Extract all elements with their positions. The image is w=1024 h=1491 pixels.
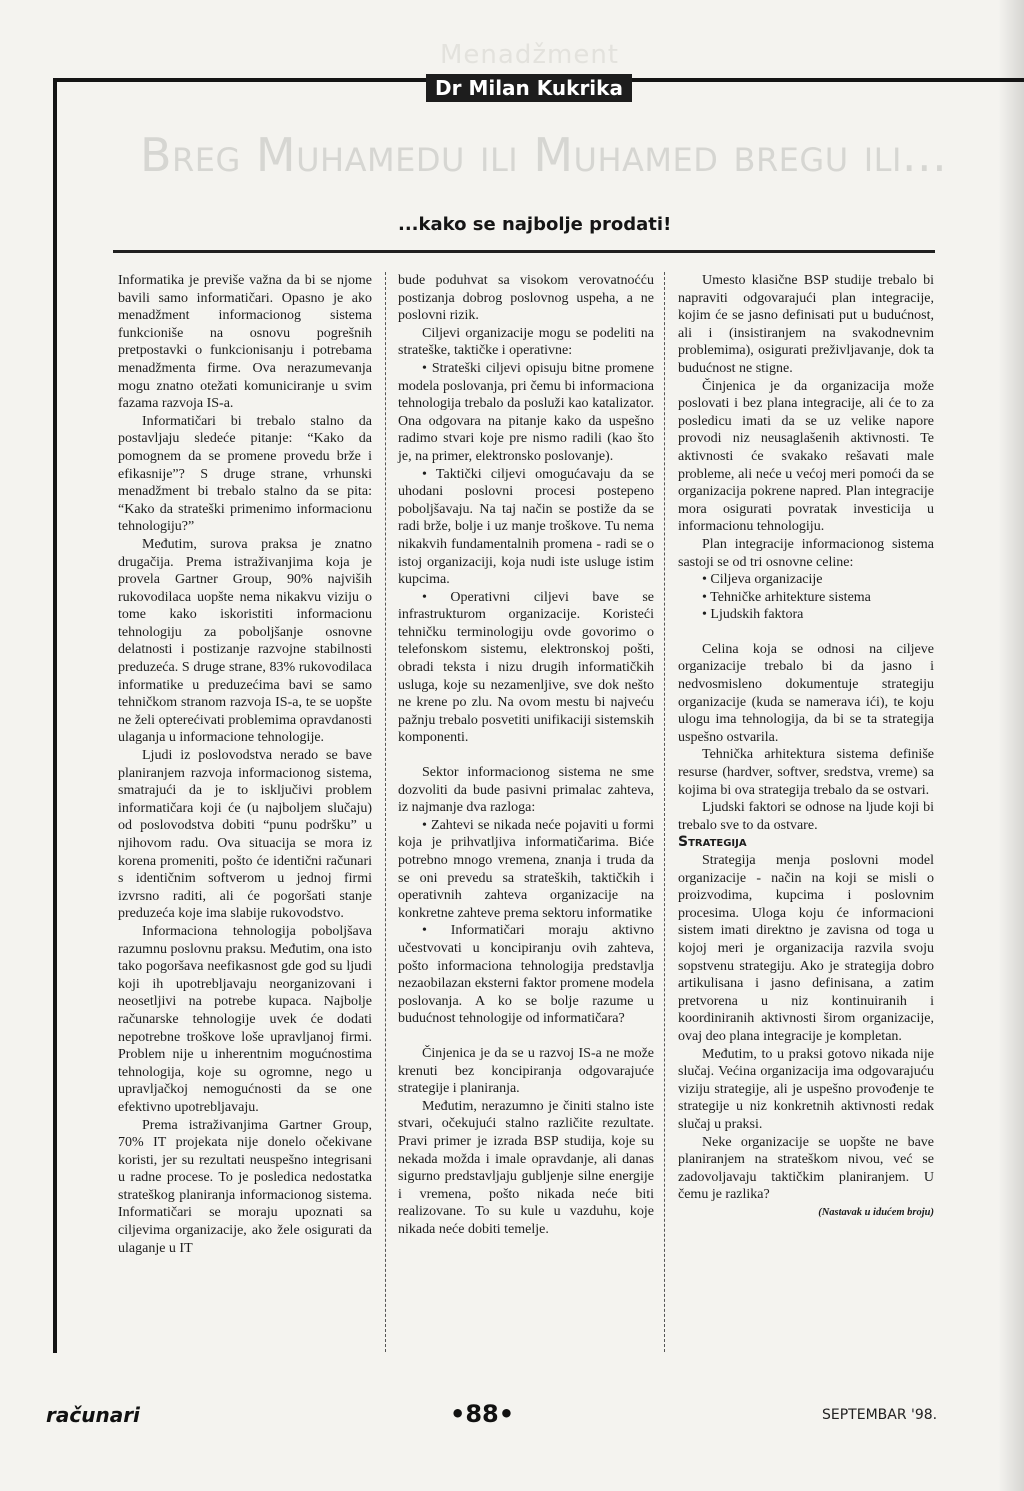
text-column-3 (678, 272, 934, 1221)
paragraph: Tehnička arhitektura sistema definiše resurse (hardver, softver, sredstva, vreme) sa kojima bi ova strategija trebalo da se ostvari. (678, 747, 934, 798)
paragraph: Neke organizacije se uopšte ne bave planiranjem na strateškom nivou, već se zadovoljavaju taktičkim planiranjem. U čemu je razlika? (678, 1134, 934, 1203)
paragraph: Ljudi iz poslovodstva nerado se bave planiranjem razvoja informacionog sistema, smatrajući da je to isključivi problem informatičara koji će (u najboljem slučaju) od poslovodstva dobiti “punu podršku” u njihovom radu. Ova situacija se mora iz korena promeniti, pošto će identični računari s identičnim softverom u jednoj firmi izvrsno raditi, ali će pogoršati stanje preduzeća koje ima slabije rukovodstvo. (118, 748, 372, 922)
paragraph: Informatičari bi trebalo stalno da postavljaju sledeće pitanje: “Kako da pomognem da se promene provedu brže i efikasnije”? S druge strane, vrhunski menadžment bi trebalo stalno da se pita: “Kako da strateški primenimo informacionu tehnologiju?” (118, 413, 372, 535)
issue-date: SEPTEMBAR '98. (822, 1407, 938, 1423)
paragraph: Međutim, to u praksi gotovo nikada nije slučaj. Većina organizacija ima odgovarajuću viziju strategije, ali je uspešno provođenje te strategije u niz konkretnih aktivnosti redak slučaj u praksi. (678, 1046, 934, 1132)
section-watermark: Menadžment (440, 40, 619, 70)
bullet-item: • Strateški ciljevi opisuju bitne promene modela poslovanja, pri čemu bi informaciona tehnologija trebalo da posluži kao katalizator. Ona odgovara na pitanje kako da uspešno radimo stvari koje pre nismo radili (kao što je, na primer, elektronsko poslovanje). (398, 360, 654, 464)
bullet-item: • Ljudskih faktora (702, 607, 804, 623)
bullet-item: • Taktički ciljevi omogućavaju da se uhodani poslovni procesi postepeno poboljšavaju. Na taj način se postiže da se radi brže, bolje i uz manje troškove. Tu nema nikakvih fundamentalnih promena - radi se o istoj organizaciji, koja nudi iste usluge istim kupcima. (398, 466, 654, 588)
continued-note: (Nastavak u idućem broju) (818, 1206, 934, 1218)
paragraph: Međutim, surova praksa je znatno drugačija. Prema istraživanjima koja je provela Gartner Group, 90% najviših rukovodilaca uopšte nema nikakvu viziju o tome kako iskoristiti informacionu tehnologiju za poboljšanje osnovne delatnosti i postizanje razvojne stabilnosti preduzeća. S druge strane, 83% rukovodilaca informatike u preduzećima bavi se samo tehničkom stranom razvoja IS-a, te se uopšte ne želi opterećivati problemima opravdanosti ulaganja u informacione tehnologije. (118, 536, 372, 746)
paragraph: Međutim, nerazumno je činiti stalno iste stvari, očekujući stalno različite rezultate. Pravi primer je izrada BSP studija, koje su nekada možda i imale opravdanje, ali danas sigurno predstavljaju gubljenje silne energije i vremena, pošto nikada neće biti realizovane. To su kule u vazduhu, koje nikada neće dobiti temelje. (398, 1098, 654, 1237)
article-subheadline: ...kako se najbolje prodati! (398, 214, 672, 235)
paragraph: Činjenica je da organizacija može poslovati i bez plana integracije, ali će to za posledicu imati da se uz velike napore provodi niz neusaglašenih aktivnosti. Te aktivnosti će svakako rešavati male probleme, ali neće u većoj meri pomoći da se organizacija pokrene napred. Plan integracije mora osigurati povratak investicija u informacionu tehnologiju. (678, 378, 934, 535)
paragraph: Činjenica je da se u razvoj IS-a ne može krenuti bez koncipiranja odgovarajuće strategije i planiranja. (398, 1045, 654, 1097)
bullet-item: • Ciljeva organizacije (702, 572, 823, 588)
magazine-name: računari (46, 1403, 140, 1427)
paragraph: Informaciona tehnologija poboljšava razumnu poslovnu praksu. Međutim, ona isto tako pogoršava neefikasnost gde god su ljudi koji ih upotrebljavaju neorganizovani i neosetljivi na potrebe kupaca. Najbolje računarske tehnologije uvek će dodati nepotrebne troškove loše upravljanoj firmi. Problem nije u inherentnim mogućnostima tehnologija, koje su ogromne, nego u upravljačkoj nemogućnosti da se one efektivno upotrebljavaju. (118, 923, 372, 1115)
paragraph: Ciljevi organizacije mogu se podeliti na strateške, taktičke i operativne: (398, 325, 654, 359)
bullet-item: • Informatičari moraju aktivno učestvovati u koncipiranju ovih zahteva, pošto informaciona tehnologija predstavlja nezaobilazan eksterni faktor promene modela poslovanja. A ko se bolje razume u budućnost tehnologije od informatičara? (398, 923, 654, 1027)
section-heading: Strategija (678, 834, 747, 851)
bullet-item: • Zahtevi se nikada neće pojaviti u formi koja je prihvatljiva informatičarima. Biće potrebno mnogo vremena, znanja i truda da se oni prevedu sa strateških, taktičkih i operativnih zahteva organizacije na konkretne zahteve prema sektoru informatike (398, 817, 654, 921)
page-number: •88• (450, 1400, 515, 1428)
page-edge-shadow (998, 0, 1024, 1491)
paragraph: bude poduhvat sa visokom verovatnoćću postizanja dobrog poslovnog uspeha, a ne poslovni rizik. (398, 273, 654, 324)
paragraph: Plan integracije informacionog sistema sastoji se od tri osnovne celine: (678, 536, 934, 570)
text-column-2 (398, 272, 654, 1238)
column-divider (385, 272, 386, 1352)
bullet-item: • Tehničke arhitekture sistema (702, 589, 871, 605)
bullet-item: • Operativni ciljevi bave se infrastrukturom organizacije. Koristeći tehničku terminologiju ovde govorimo o telefonskom sistemu, elektronskoj pošti, obradi teksta i nizu drugih informatičkih usluga, koje su nezamenljive, sve dok nešto ne krene po zlu. Na ovom mestu bi najveću pažnju trebalo posvetiti unifikaciji sistemskih komponenti. (398, 589, 654, 746)
article-headline: Breg Muhamedu ili Muhamed bregu ili... (140, 128, 948, 182)
paragraph: Celina koja se odnosi na ciljeve organizacije trebalo bi da jasno i nedvosmisleno dokumentuje strategiju organizacije (kuda se namerava ići), te koju ulogu ima tehnologija, da bi se ta strategija uspešno ostvarila. (678, 641, 934, 745)
paragraph: Prema istraživanjima Gartner Group, 70% IT projekata nije donelo očekivane koristi, jer su rezultati neuspešno integrisani u radne procese. To je posledica nedostatka strateškog planiranja informacionog sistema. Informatičari se moraju upoznati sa ciljevima organizacije, ako žele osigurati da ulaganje u IT (118, 1117, 372, 1256)
paragraph: Informatika je previše važna da bi se njome bavili samo informatičari. Opasno je ako menadžment informacionog sistema funkcioniše na osnovu pogrešnih pretpostavki o funkcionisanju i potrebama menadžmenta firme. Ova nerazumevanja mogu znatno otežati komuniciranje u svim fazama razvoja IS-a. (118, 273, 372, 412)
left-frame-rule (53, 78, 57, 1353)
paragraph: Umesto klasične BSP studije trebalo bi napraviti odgovarajući plan integracije, kojim će se jasno definisati put u budućnost, ali i (insistiranjem na svakodnevnim problemima), osigurati preživljavanje, dok ta budućnost ne stigne. (678, 273, 934, 376)
text-column-1 (118, 272, 372, 1257)
paragraph: Ljudski faktori se odnose na ljude koji bi trebalo sve to da ostvare. (678, 800, 934, 833)
paragraph: Strategija menja poslovni model organizacije - način na koji se misli o proizvodima, kupcima i poslovnim procesima. Uloga koju će informacioni sistem imati direktno je zavisna od toga u kojoj meri je organizacija razvila svoju sopstvenu strategiju. Ako je strategija dobro artikulisana i jasno definisana, a zatim pretvorena u niz kontinuiranih i koordiniranih aktivnosti širom organizacije, ovaj deo plana integracije je kompletan. (678, 853, 934, 1044)
author-banner: Dr Milan Kukrika (426, 74, 632, 102)
paragraph: Sektor informacionog sistema ne sme dozvoliti da bude pasivni primalac zahteva, iz najmanje dva razloga: (398, 765, 654, 816)
column-divider (664, 272, 665, 1352)
subhead-rule (113, 250, 935, 253)
